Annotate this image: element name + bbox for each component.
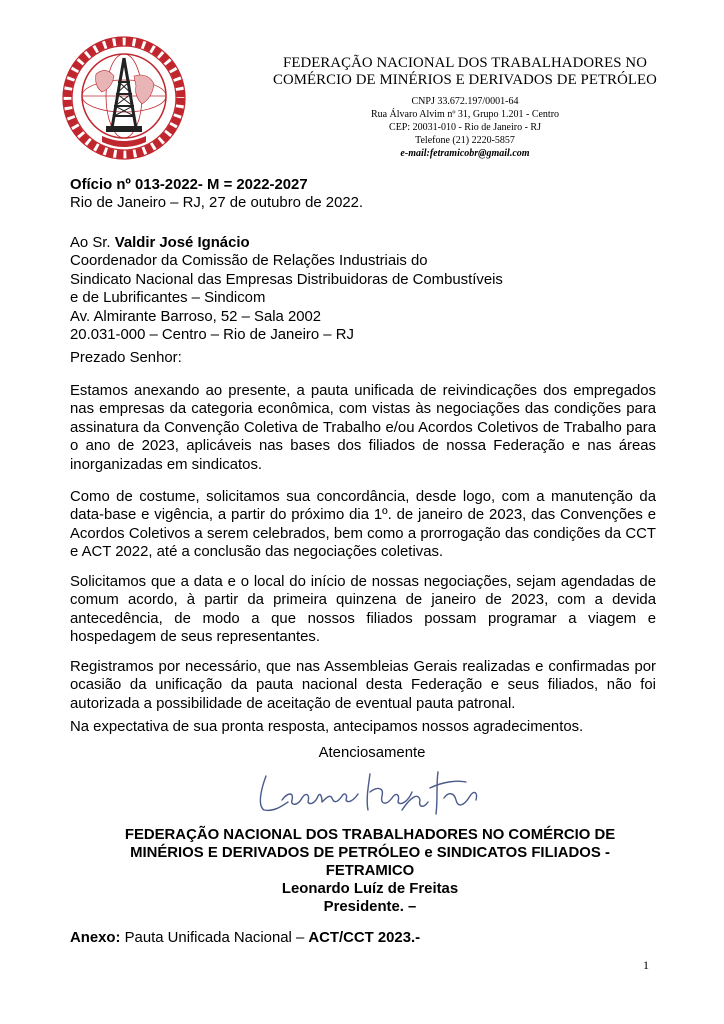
oficio-number: Ofício nº 013-2022- M = 2022-2027 [70,177,308,193]
paragraph-2: Como de costume, solicitamos sua concordância, desde logo, com a manutenção da data-base e vigência, a partir do próximo dia 1º. de janeiro de 2023, das Convenções e Acordos Coletivos a serem celebrados, bem como a prorrogação das condições da CCT e ACT 2022, até a conclusão das negociações coletivas. [70,489,656,561]
annex-line [70,930,420,946]
letter-reference [70,176,363,212]
paragraph-5: Na expectativa de sua pronta resposta, antecipamos nossos agradecimentos. [70,719,584,735]
recipient-name: Valdir José Ignácio [114,235,250,251]
signer-name: Leonardo Luíz de Freitas [281,881,459,897]
annex-label: Anexo: [70,930,121,946]
paragraph-3: Solicitamos que a data e o local do início de nossas negociações, sejam agendadas de comum acordo, à partir da primeira quinzena de janeiro de 2023, com a devida antecedência, de modo a que nossos filiados possam programar a viagem e hospedagem de seus representantes. [70,574,656,646]
paragraph-4: Registramos por necessário, que nas Assembleias Gerais realizadas e confirmadas por ocasião da unificação da pauta nacional desta Federação e seus filiados, não foi autorizada a possibilidade de aceitação de eventual pauta patronal. [70,659,656,712]
recipient-line2: Sindicato Nacional das Empresas Distribuidoras de Combustíveis [70,271,503,288]
org-cnpj: CNPJ 33.672.197/0001-64 [411,96,519,107]
org-cep: CEP: 20031-010 - Rio de Janeiro - RJ [389,122,541,133]
recipient-line3: e de Lubrificantes – Sindicom [70,290,266,307]
annex-document: ACT/CCT 2023.- [308,930,421,946]
signer-title: Presidente. – [323,899,417,915]
recipient-name-line [70,234,503,252]
signature-org-line1: FEDERAÇÃO NACIONAL DOS TRABALHADORES NO COMÉRCIO DE [124,827,616,843]
place-date: Rio de Janeiro – RJ, 27 de outubro de 2022. [70,195,364,211]
closing [0,745,724,761]
org-email: e-mail:fetramicobr@gmail.com [400,148,530,159]
recipient-line4: Av. Almirante Barroso, 52 – Sala 2002 [70,308,322,325]
paragraph-1: Estamos anexando ao presente, a pauta unificada de reivindicações dos empregados nas empresas da categoria econômica, com vistas às negociações das condições para assinatura da Convenção Coletiva de Trabalho e/ou Acordos Coletivos de Trabalho para o ano de 2023, aplicáveis nas bases dos filiados de nossa Federação e nas áreas inorganizadas em sindicatos. [70,383,656,473]
page-number: 1 [643,958,649,972]
federation-logo [62,36,186,160]
recipient-prefix: Ao Sr. [70,235,111,251]
org-address: Rua Álvaro Alvim nº 31, Grupo 1.201 - Centro [370,109,560,120]
signature-org-line2: MINÉRIOS E DERIVADOS DE PETRÓLEO e SINDICATOS FILIADOS - [130,845,610,861]
recipient-line1: Coordenador da Comissão de Relações Industriais do [70,253,428,270]
salutation: Prezado Senhor: [70,350,182,366]
handwritten-signature [252,762,492,822]
signature-org-line3: FETRAMICO [325,863,415,879]
org-name-line2: COMÉRCIO DE MINÉRIOS E DERIVADOS DE PETRÓLEO [273,72,657,88]
recipient-line5: 20.031-000 – Centro – Rio de Janeiro – RJ [70,327,354,344]
recipient-block [70,234,503,344]
annex-text: Pauta Unificada Nacional – [120,930,309,946]
signature-block [70,826,670,916]
letterhead [250,55,680,160]
org-name-line1: FEDERAÇÃO NACIONAL DOS TRABALHADORES NO [283,55,647,71]
org-phone: Telefone (21) 2220-5857 [415,135,515,146]
closing-text: Atenciosamente [318,745,426,761]
